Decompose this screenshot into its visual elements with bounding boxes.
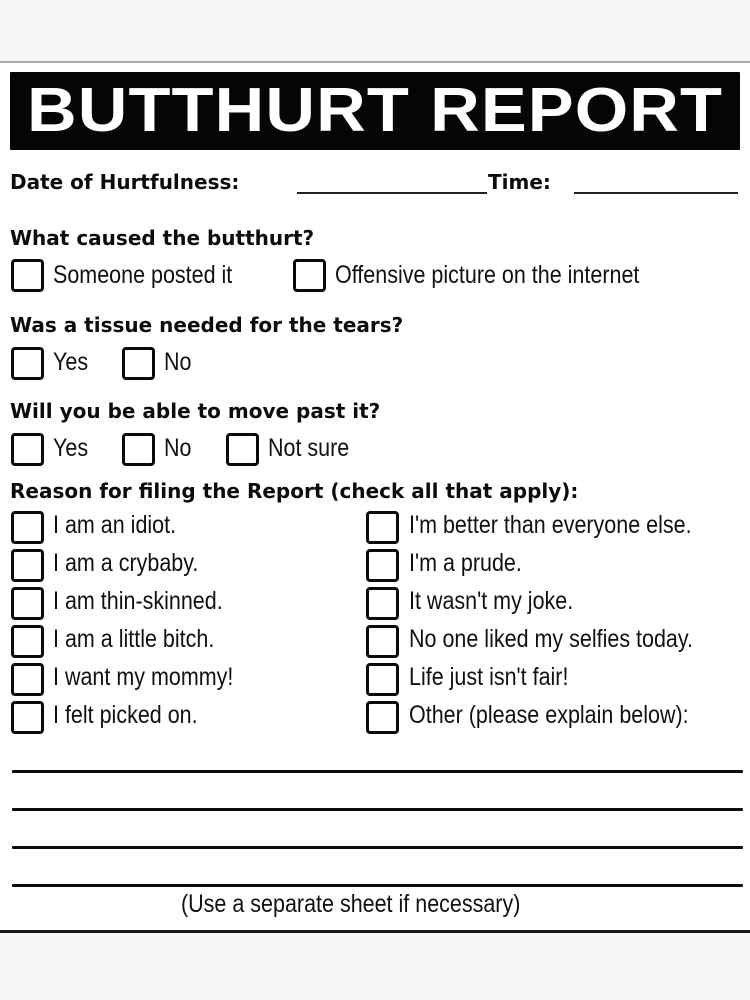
- checkbox-reason-life-not-fair[interactable]: [366, 663, 399, 696]
- reason-label: I'm better than everyone else.: [409, 511, 692, 539]
- question-tissue-label: Was a tissue needed for the tears?: [10, 313, 404, 337]
- reason-label: Life just isn't fair!: [409, 663, 569, 691]
- checkbox-reason-better-than-everyone[interactable]: [366, 511, 399, 544]
- checkbox-move-past-yes[interactable]: [11, 433, 44, 466]
- checkbox-reason-crybaby[interactable]: [11, 549, 44, 582]
- checkbox-reason-thin-skinned[interactable]: [11, 587, 44, 620]
- checkbox-reason-prude[interactable]: [366, 549, 399, 582]
- checkbox-offensive-picture[interactable]: [293, 259, 326, 292]
- checkbox-reason-idiot[interactable]: [11, 511, 44, 544]
- reason-label: I felt picked on.: [53, 701, 198, 729]
- option-label: Yes: [53, 434, 89, 462]
- date-field[interactable]: [297, 192, 487, 194]
- checkbox-tissue-yes[interactable]: [11, 347, 44, 380]
- option-label: Someone posted it: [53, 261, 233, 289]
- reason-label: No one liked my selfies today.: [409, 625, 694, 653]
- reason-label: I am thin-skinned.: [53, 587, 223, 615]
- checkbox-tissue-no[interactable]: [122, 347, 155, 380]
- checkbox-move-past-no[interactable]: [122, 433, 155, 466]
- reason-label: I am an idiot.: [53, 511, 177, 539]
- option-label: Not sure: [268, 434, 350, 462]
- reason-label: It wasn't my joke.: [409, 587, 574, 615]
- checkbox-move-past-not-sure[interactable]: [226, 433, 259, 466]
- time-label: Time:: [488, 170, 551, 194]
- title-banner: [10, 72, 740, 150]
- checkbox-reason-want-mommy[interactable]: [11, 663, 44, 696]
- checkbox-someone-posted-it[interactable]: [11, 259, 44, 292]
- checkbox-reason-little-bitch[interactable]: [11, 625, 44, 658]
- question-cause-label: What caused the butthurt?: [10, 226, 315, 250]
- reasons-label: Reason for filing the Report (check all that apply):: [10, 479, 579, 503]
- question-move-past-label: Will you be able to move past it?: [10, 399, 381, 423]
- option-label: No: [164, 348, 192, 376]
- date-label: Date of Hurtfulness:: [10, 170, 240, 194]
- reason-label: Other (please explain below):: [409, 701, 689, 729]
- checkbox-reason-no-selfie-likes[interactable]: [366, 625, 399, 658]
- explanation-line-4[interactable]: [12, 884, 743, 887]
- checkbox-reason-not-my-joke[interactable]: [366, 587, 399, 620]
- reason-label: I am a crybaby.: [53, 549, 199, 577]
- reason-label: I want my mommy!: [53, 663, 234, 691]
- checkbox-reason-other[interactable]: [366, 701, 399, 734]
- explanation-line-2[interactable]: [12, 808, 743, 811]
- option-label: Offensive picture on the internet: [335, 261, 640, 289]
- reason-label: I'm a prude.: [409, 549, 522, 577]
- reason-label: I am a little bitch.: [53, 625, 215, 653]
- explanation-line-3[interactable]: [12, 846, 743, 849]
- form-title: BUTTHURT REPORT: [27, 76, 724, 145]
- option-label: No: [164, 434, 192, 462]
- option-label: Yes: [53, 348, 89, 376]
- footer-note: (Use a separate sheet if necessary): [181, 890, 521, 918]
- time-field[interactable]: [574, 192, 738, 194]
- report-form: [0, 61, 750, 933]
- checkbox-reason-picked-on[interactable]: [11, 701, 44, 734]
- explanation-line-1[interactable]: [12, 770, 743, 773]
